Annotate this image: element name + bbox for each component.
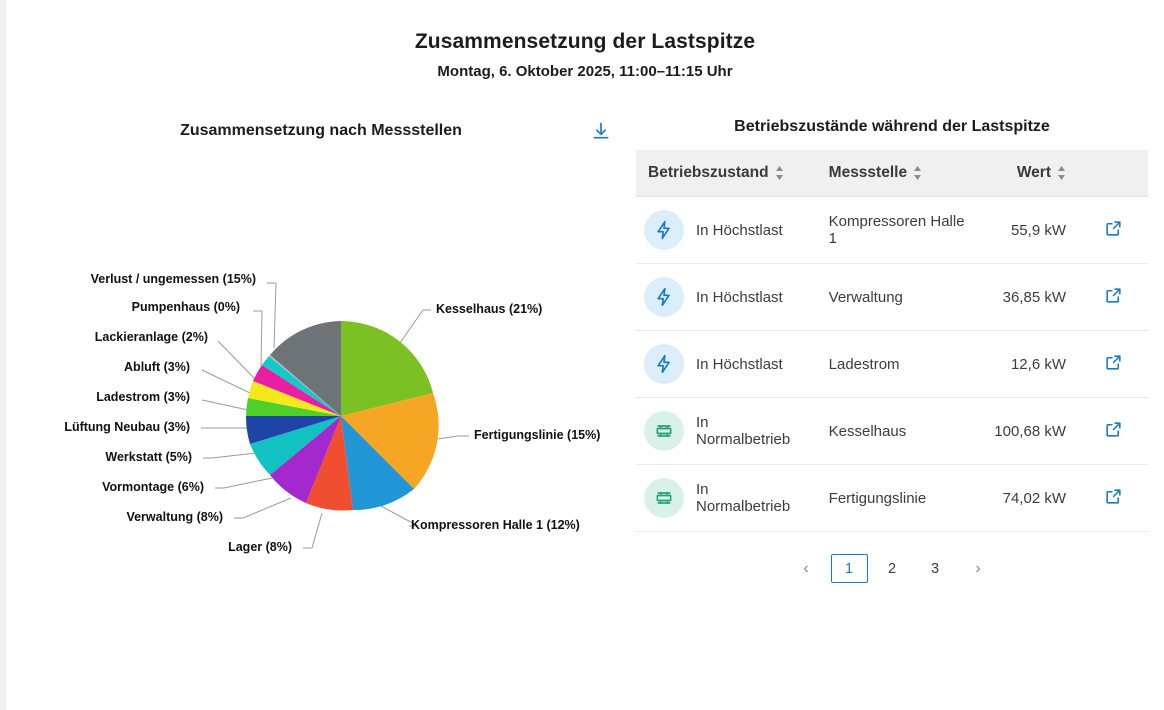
machine-icon: [644, 411, 684, 451]
pie-label-lueftung-neubau: Lüftung Neubau (3%): [64, 420, 190, 434]
download-icon[interactable]: [588, 118, 614, 144]
table-row[interactable]: [636, 331, 1148, 398]
cell-wert: 36,85 kW: [982, 264, 1078, 331]
table-row[interactable]: [636, 264, 1148, 331]
pie-label-verwaltung: Verwaltung (8%): [126, 510, 223, 524]
bolt-icon: [644, 344, 684, 384]
pagination-page-1[interactable]: 1: [831, 554, 868, 583]
state-label: In Höchstlast: [696, 355, 783, 373]
pie-chart-panel: [6, 118, 636, 568]
table-row[interactable]: [636, 197, 1148, 264]
cell-messstelle: Kesselhaus: [817, 398, 983, 465]
cell-action[interactable]: [1078, 197, 1148, 264]
state-label: In Normalbetrieb: [696, 481, 791, 515]
sort-icon[interactable]: [913, 166, 922, 180]
pie-label-kesselhaus: Kesselhaus (21%): [436, 302, 543, 316]
sort-icon[interactable]: [1057, 166, 1066, 180]
column-header-messstelle[interactable]: [817, 150, 983, 197]
column-label-messstelle: Messstelle: [828, 164, 908, 181]
cell-wert: 12,6 kW: [982, 331, 1078, 398]
pie-label-lager: Lager (8%): [228, 540, 292, 554]
external-link-icon[interactable]: [1104, 219, 1123, 238]
pie-label-werkstatt: Werkstatt (5%): [105, 450, 192, 464]
external-link-icon[interactable]: [1104, 353, 1123, 372]
page-subtitle: Montag, 6. Oktober 2025, 11:00–11:15 Uhr: [437, 63, 733, 80]
cell-action[interactable]: [1078, 264, 1148, 331]
pagination-next[interactable]: ›: [975, 559, 981, 577]
pie-label-lackieranlage: Lackieranlage (2%): [94, 330, 208, 344]
table-row[interactable]: [636, 465, 1148, 532]
pie-chart-svg: [6, 148, 636, 568]
external-link-icon[interactable]: [1104, 286, 1123, 305]
pagination-prev[interactable]: ‹: [803, 559, 809, 577]
cell-messstelle: Ladestrom: [817, 331, 983, 398]
bolt-icon: [644, 210, 684, 250]
cell-messstelle: Verwaltung: [817, 264, 983, 331]
operating-states-table: [636, 150, 1148, 532]
cell-action[interactable]: [1078, 398, 1148, 465]
state-label: In Höchstlast: [696, 288, 783, 306]
cell-action[interactable]: [1078, 331, 1148, 398]
table-row[interactable]: [636, 398, 1148, 465]
machine-icon: [644, 478, 684, 518]
pie-label-abluft: Abluft (3%): [124, 360, 190, 374]
column-header-betriebszustand[interactable]: [636, 150, 817, 197]
cell-wert: 100,68 kW: [982, 398, 1078, 465]
cell-wert: 74,02 kW: [982, 465, 1078, 532]
pie-label-fertigungslinie: Fertigungslinie (15%): [474, 428, 601, 442]
table-header: [636, 150, 1148, 197]
page-title: Zusammensetzung der Lastspitze: [414, 30, 756, 53]
pie-panel-header: [6, 118, 636, 148]
table-header-row: [636, 150, 1148, 197]
column-header-wert[interactable]: [982, 150, 1078, 197]
cell-messstelle: Kompressoren Halle 1: [817, 197, 983, 264]
cell-action[interactable]: [1078, 465, 1148, 532]
cell-betriebszustand: [636, 197, 817, 264]
pie-label-vormontage: Vormontage (6%): [102, 480, 204, 494]
table-panel-title: Betriebszustände während der Lastspitze: [734, 118, 1050, 135]
pagination-page-3[interactable]: 3: [930, 560, 940, 577]
column-header-actions: [1078, 150, 1148, 197]
table-body: [636, 197, 1148, 532]
external-link-icon[interactable]: [1104, 487, 1123, 506]
pie-label-kompressoren-halle-1: Kompressoren Halle 1 (12%): [411, 518, 580, 532]
cell-betriebszustand: [636, 465, 817, 532]
pagination: [636, 554, 1148, 583]
cell-betriebszustand: [636, 398, 817, 465]
state-label: In Höchstlast: [696, 221, 783, 239]
cell-messstelle: Fertigungslinie: [817, 465, 983, 532]
column-label-wert: Wert: [1016, 164, 1051, 181]
sort-icon[interactable]: [775, 166, 784, 180]
pie-label-pumpenhaus: Pumpenhaus (0%): [131, 300, 240, 314]
pie-label-verlust-ungemessen: Verlust / ungemessen (15%): [90, 272, 256, 286]
page-header: [6, 0, 1164, 80]
bolt-icon: [644, 277, 684, 317]
cell-wert: 55,9 kW: [982, 197, 1078, 264]
external-link-icon[interactable]: [1104, 420, 1123, 439]
pie-slices: [246, 321, 439, 511]
state-label: In Normalbetrieb: [696, 414, 791, 448]
report-page: [6, 0, 1164, 710]
pie-chart-area: [6, 148, 636, 568]
pie-panel-title: Zusammensetzung nach Messstellen: [180, 122, 462, 139]
pagination-page-2[interactable]: 2: [887, 560, 897, 577]
pie-label-ladestrom: Ladestrom (3%): [96, 390, 190, 404]
column-label-betriebszustand: Betriebszustand: [648, 164, 769, 181]
operating-states-panel: [636, 118, 1156, 583]
cell-betriebszustand: [636, 331, 817, 398]
cell-betriebszustand: [636, 264, 817, 331]
